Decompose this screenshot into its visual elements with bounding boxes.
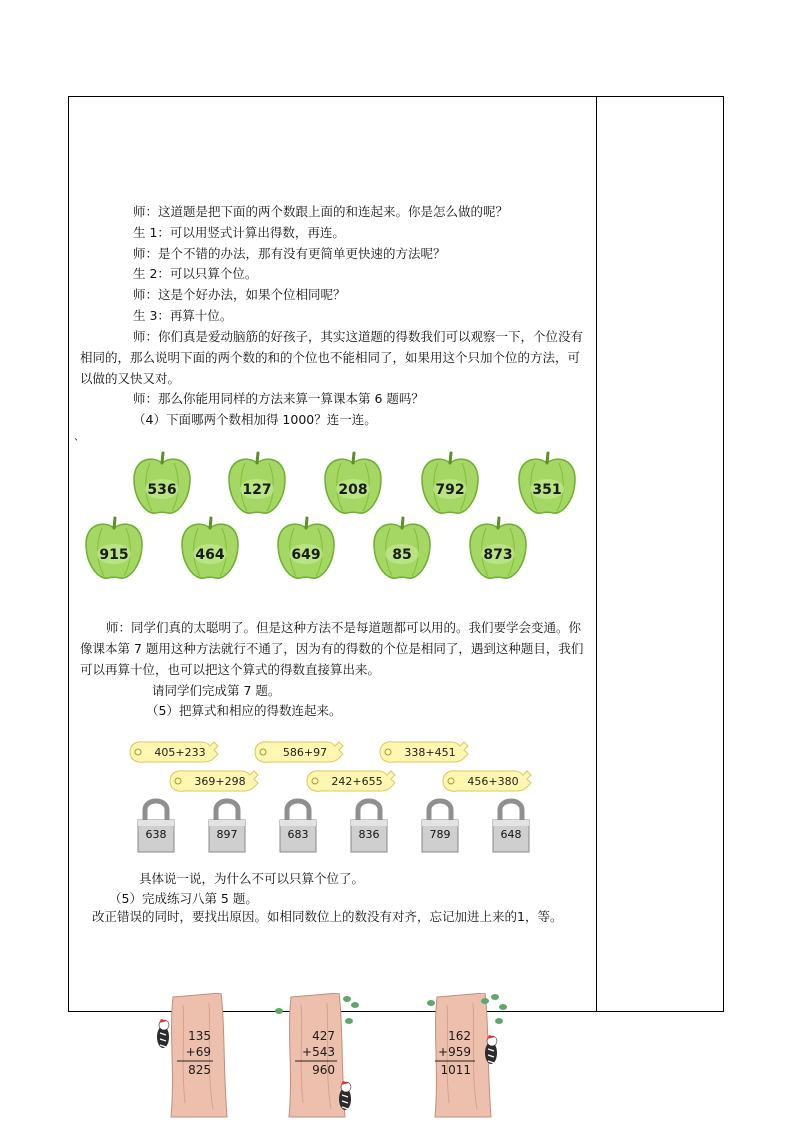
- dialogue-line: 生 3：再算十位。: [133, 308, 233, 323]
- svg-text:586+97: 586+97: [282, 746, 328, 759]
- keys-locks-figure: [120, 732, 540, 857]
- svg-text:351: 351: [532, 482, 562, 498]
- lock: [138, 801, 174, 852]
- svg-text:464: 464: [195, 547, 225, 563]
- apple: [134, 453, 190, 513]
- dialogue-line: 师：这是个好办法，如果个位相同呢？: [133, 287, 346, 302]
- svg-text:456+380: 456+380: [467, 775, 519, 788]
- key: [307, 771, 395, 791]
- question-5: （5）把算式和相应的得数连起来。: [146, 703, 342, 718]
- svg-text:836: 836: [358, 828, 380, 841]
- svg-text:+69: +69: [185, 1045, 211, 1059]
- svg-text:638: 638: [145, 828, 167, 841]
- svg-text:405+233: 405+233: [154, 746, 206, 759]
- question-4: （4）下面哪两个数相加得 1000？连一连。: [133, 412, 377, 427]
- apple: [422, 453, 478, 513]
- svg-text:+543: +543: [302, 1045, 335, 1059]
- exercise-5: （5）完成练习八第 5 题。: [109, 891, 258, 906]
- apple: [278, 518, 334, 578]
- tree-card: [157, 993, 227, 1117]
- lock: [351, 801, 387, 852]
- svg-text:683: 683: [287, 828, 309, 841]
- lock: [422, 801, 458, 852]
- svg-text:127: 127: [242, 482, 272, 498]
- svg-text:897: 897: [216, 828, 238, 841]
- lock: [280, 801, 316, 852]
- svg-text:873: 873: [483, 547, 513, 563]
- dialogue-line: 生 1：可以用竖式计算出得数，再连。: [133, 225, 345, 240]
- svg-text:369+298: 369+298: [194, 775, 246, 788]
- dialogue-line: 生 2：可以只算个位。: [133, 266, 258, 281]
- svg-text:242+655: 242+655: [331, 775, 383, 788]
- svg-text:135: 135: [188, 1029, 211, 1043]
- explain-line: 具体说一说，为什么不可以只算个位了。: [139, 871, 365, 886]
- apple: [229, 453, 285, 513]
- tree-card: [427, 993, 507, 1117]
- teacher-paragraph-2: 师：同学们真的太聪明了。但是这种方法不是每道题都可以用的。我们要学会变通。你像课本第 7 题用这种方法就行不通了，因为有的得数的个位是相同了，遇到这种题目，我们可以再算十位，也可以把这个算式的得数直接算出来。: [80, 620, 584, 677]
- svg-text:648: 648: [500, 828, 522, 841]
- svg-text:960: 960: [312, 1063, 335, 1077]
- apple: [470, 518, 526, 578]
- svg-text:825: 825: [188, 1063, 211, 1077]
- svg-text:338+451: 338+451: [404, 746, 456, 759]
- svg-text:789: 789: [429, 828, 451, 841]
- apple: [374, 518, 430, 578]
- lock: [493, 801, 529, 852]
- column-divider: [596, 96, 597, 1012]
- key: [443, 771, 531, 791]
- apples-figure: [80, 450, 590, 590]
- apple: [182, 518, 238, 578]
- svg-text:208: 208: [338, 482, 368, 498]
- textbook-6-line: 师：那么你能用同样的方法来算一算课本第 6 题吗？: [133, 391, 424, 406]
- svg-text:+959: +959: [438, 1045, 471, 1059]
- key: [170, 771, 258, 791]
- apple: [86, 518, 142, 578]
- tree-card: [275, 993, 359, 1117]
- key: [380, 742, 468, 762]
- svg-text:915: 915: [99, 547, 129, 563]
- svg-text:1011: 1011: [440, 1063, 471, 1077]
- textbook-7-line: 请同学们完成第 7 题。: [152, 683, 281, 698]
- svg-text:792: 792: [435, 482, 465, 498]
- svg-text:85: 85: [392, 547, 412, 563]
- correction-note: 改正错误的同时，要找出原因。如相同数位上的数没有对齐，忘记加进上来的1，等。: [92, 909, 563, 924]
- svg-text:427: 427: [312, 1029, 335, 1043]
- apple: [325, 453, 381, 513]
- svg-text:536: 536: [147, 482, 177, 498]
- dialogue-line: 师：是个不错的办法，那有没有更简单更快速的方法呢？: [133, 246, 446, 261]
- apple: [519, 453, 575, 513]
- trees-figure: [145, 993, 535, 1123]
- svg-text:162: 162: [448, 1029, 471, 1043]
- lock: [209, 801, 245, 852]
- dialogue-line: 师：这道题是把下面的两个数跟上面的和连起来。你是怎么做的呢？: [133, 204, 509, 219]
- key: [255, 742, 343, 762]
- svg-text:649: 649: [291, 547, 321, 563]
- stray-mark: 、: [74, 432, 84, 443]
- key: [130, 742, 218, 762]
- teacher-paragraph-1: 师：你们真是爱动脑筋的好孩子，其实这道题的得数我们可以观察一下，个位没有相同的，那么说明下面的两个数的和的个位也不能相同了，如果用这个只加个位的方法，可以做的又快又对。: [80, 329, 584, 386]
